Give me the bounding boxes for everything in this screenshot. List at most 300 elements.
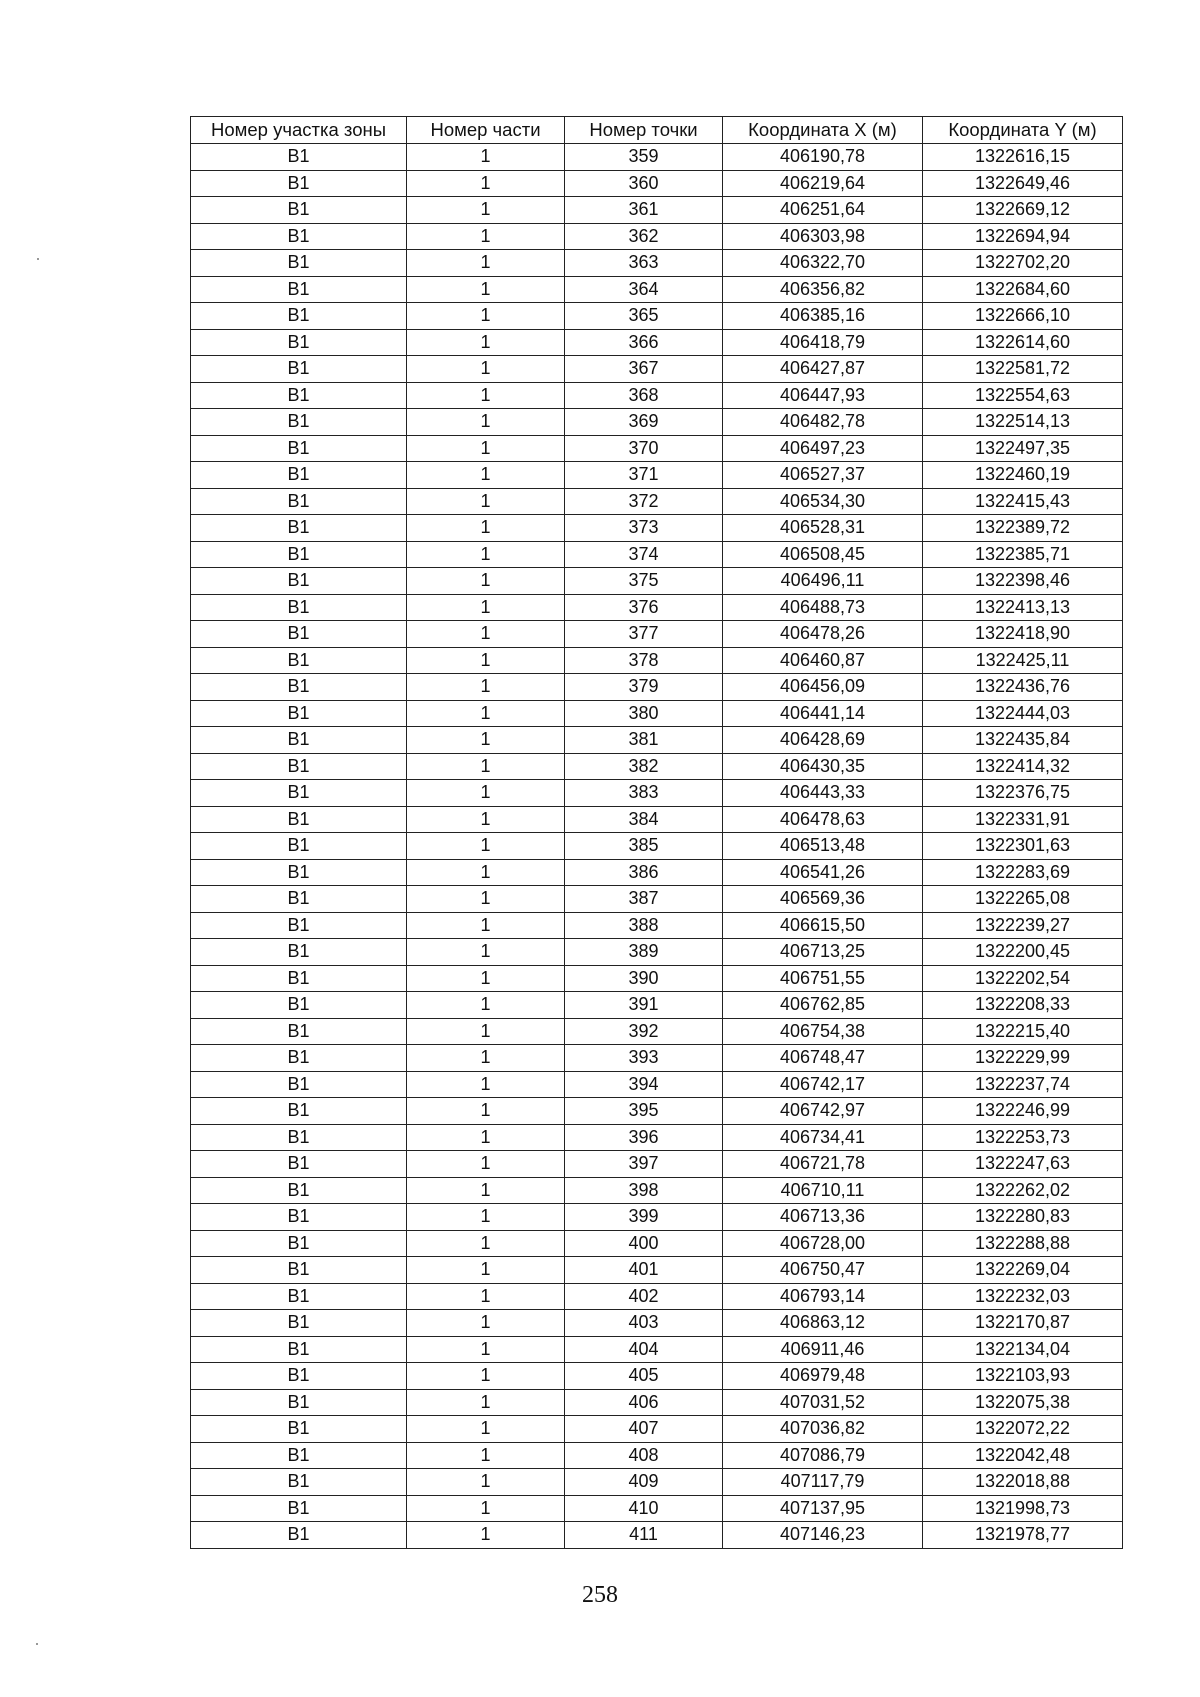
coordinate-x-cell: 406615,50: [723, 912, 923, 939]
table-row: [191, 356, 1123, 383]
coordinate-y-cell: 1322385,71: [923, 541, 1123, 568]
point-number-cell: 369: [565, 409, 723, 436]
coordinate-x-cell: 406728,00: [723, 1230, 923, 1257]
part-number-cell: 1: [407, 886, 565, 913]
point-number-cell: 366: [565, 329, 723, 356]
coordinate-x-cell: 406721,78: [723, 1151, 923, 1178]
table-row: [191, 382, 1123, 409]
zone-section-cell: В1: [191, 1495, 407, 1522]
coordinate-y-cell: 1322414,32: [923, 753, 1123, 780]
coordinate-x-cell: 406443,33: [723, 780, 923, 807]
point-number-cell: 393: [565, 1045, 723, 1072]
table-row: [191, 886, 1123, 913]
coordinate-y-cell: 1322232,03: [923, 1283, 1123, 1310]
coordinate-y-cell: 1322418,90: [923, 621, 1123, 648]
coordinate-x-cell: 406751,55: [723, 965, 923, 992]
coordinate-x-cell: 406322,70: [723, 250, 923, 277]
coordinate-x-cell: 406528,31: [723, 515, 923, 542]
table-row: [191, 1442, 1123, 1469]
coordinate-y-cell: 1322616,15: [923, 144, 1123, 171]
point-number-cell: 378: [565, 647, 723, 674]
point-number-cell: 410: [565, 1495, 723, 1522]
table-header: [191, 117, 1123, 144]
part-number-cell: 1: [407, 594, 565, 621]
table-row: [191, 621, 1123, 648]
point-number-cell: 375: [565, 568, 723, 595]
table-body: [191, 144, 1123, 1549]
zone-section-cell: В1: [191, 833, 407, 860]
zone-section-cell: В1: [191, 1363, 407, 1390]
point-number-cell: 402: [565, 1283, 723, 1310]
coordinate-y-cell: 1322288,88: [923, 1230, 1123, 1257]
table-row: [191, 541, 1123, 568]
zone-section-cell: В1: [191, 886, 407, 913]
coordinate-x-cell: 407086,79: [723, 1442, 923, 1469]
coordinate-x-cell: 406385,16: [723, 303, 923, 330]
part-number-cell: 1: [407, 1363, 565, 1390]
point-number-cell: 361: [565, 197, 723, 224]
zone-section-cell: В1: [191, 1230, 407, 1257]
point-number-cell: 411: [565, 1522, 723, 1549]
coordinate-x-cell: 406482,78: [723, 409, 923, 436]
coordinate-y-cell: 1322435,84: [923, 727, 1123, 754]
zone-section-cell: В1: [191, 568, 407, 595]
table-row: [191, 1045, 1123, 1072]
part-number-cell: 1: [407, 806, 565, 833]
zone-section-cell: В1: [191, 1124, 407, 1151]
part-number-cell: 1: [407, 1151, 565, 1178]
table-row: [191, 1230, 1123, 1257]
part-number-cell: 1: [407, 515, 565, 542]
zone-section-cell: В1: [191, 859, 407, 886]
coordinate-y-cell: 1322239,27: [923, 912, 1123, 939]
coordinate-y-cell: 1321998,73: [923, 1495, 1123, 1522]
point-number-cell: 365: [565, 303, 723, 330]
part-number-cell: 1: [407, 1177, 565, 1204]
table-row: [191, 992, 1123, 1019]
point-number-cell: 405: [565, 1363, 723, 1390]
zone-section-cell: В1: [191, 223, 407, 250]
coordinate-x-cell: 406742,17: [723, 1071, 923, 1098]
zone-section-cell: В1: [191, 170, 407, 197]
table-row: [191, 859, 1123, 886]
zone-section-cell: В1: [191, 1045, 407, 1072]
part-number-cell: 1: [407, 674, 565, 701]
header-row: [191, 117, 1123, 144]
coordinate-x-cell: 406710,11: [723, 1177, 923, 1204]
table-row: [191, 780, 1123, 807]
coordinate-y-cell: 1321978,77: [923, 1522, 1123, 1549]
part-number-cell: 1: [407, 1230, 565, 1257]
zone-section-cell: В1: [191, 197, 407, 224]
coordinate-x-cell: 406219,64: [723, 170, 923, 197]
coordinate-y-cell: 1322042,48: [923, 1442, 1123, 1469]
coordinate-x-cell: 406460,87: [723, 647, 923, 674]
coordinate-y-cell: 1322444,03: [923, 700, 1123, 727]
coordinate-y-cell: 1322514,13: [923, 409, 1123, 436]
table-row: [191, 1177, 1123, 1204]
part-number-cell: 1: [407, 727, 565, 754]
point-number-cell: 386: [565, 859, 723, 886]
coordinate-x-cell: 406456,09: [723, 674, 923, 701]
point-number-cell: 360: [565, 170, 723, 197]
table-row: [191, 1416, 1123, 1443]
table-row: [191, 303, 1123, 330]
coordinate-x-cell: 406190,78: [723, 144, 923, 171]
coordinate-x-cell: 406713,25: [723, 939, 923, 966]
part-number-cell: 1: [407, 435, 565, 462]
coordinate-y-cell: 1322666,10: [923, 303, 1123, 330]
table-row: [191, 276, 1123, 303]
table-row: [191, 1389, 1123, 1416]
point-number-cell: 406: [565, 1389, 723, 1416]
point-number-cell: 379: [565, 674, 723, 701]
part-number-cell: 1: [407, 1124, 565, 1151]
coordinate-y-cell: 1322170,87: [923, 1310, 1123, 1337]
zone-section-cell: В1: [191, 1257, 407, 1284]
zone-section-cell: В1: [191, 1389, 407, 1416]
point-number-cell: 362: [565, 223, 723, 250]
coordinate-x-cell: 406793,14: [723, 1283, 923, 1310]
point-number-cell: 396: [565, 1124, 723, 1151]
point-number-cell: 389: [565, 939, 723, 966]
part-number-cell: 1: [407, 1098, 565, 1125]
point-number-cell: 409: [565, 1469, 723, 1496]
coordinate-y-cell: 1322247,63: [923, 1151, 1123, 1178]
point-number-cell: 404: [565, 1336, 723, 1363]
coordinates-table: [190, 116, 1123, 1549]
zone-section-cell: В1: [191, 250, 407, 277]
table-row: [191, 568, 1123, 595]
coordinate-x-cell: 406742,97: [723, 1098, 923, 1125]
coordinate-x-cell: 406713,36: [723, 1204, 923, 1231]
table-row: [191, 594, 1123, 621]
table-row: [191, 1469, 1123, 1496]
coordinate-y-cell: 1322072,22: [923, 1416, 1123, 1443]
point-number-cell: 376: [565, 594, 723, 621]
coordinate-x-cell: 406497,23: [723, 435, 923, 462]
point-number-cell: 399: [565, 1204, 723, 1231]
part-number-cell: 1: [407, 329, 565, 356]
coordinate-x-cell: 406911,46: [723, 1336, 923, 1363]
zone-section-cell: В1: [191, 1204, 407, 1231]
coordinate-y-cell: 1322376,75: [923, 780, 1123, 807]
point-number-cell: 403: [565, 1310, 723, 1337]
coordinate-x-cell: 406754,38: [723, 1018, 923, 1045]
part-number-cell: 1: [407, 1310, 565, 1337]
coordinate-x-cell: 406447,93: [723, 382, 923, 409]
point-number-cell: 394: [565, 1071, 723, 1098]
table-row: [191, 488, 1123, 515]
table-row: [191, 912, 1123, 939]
coordinate-y-cell: 1322134,04: [923, 1336, 1123, 1363]
zone-section-cell: В1: [191, 276, 407, 303]
zone-section-cell: В1: [191, 1177, 407, 1204]
zone-section-cell: В1: [191, 621, 407, 648]
zone-section-cell: В1: [191, 1018, 407, 1045]
coordinate-y-cell: 1322202,54: [923, 965, 1123, 992]
zone-section-cell: В1: [191, 488, 407, 515]
coordinate-x-cell: 406427,87: [723, 356, 923, 383]
part-number-cell: 1: [407, 568, 565, 595]
part-number-cell: 1: [407, 356, 565, 383]
part-number-cell: 1: [407, 1283, 565, 1310]
point-number-cell: 372: [565, 488, 723, 515]
table-row: [191, 1283, 1123, 1310]
zone-section-cell: В1: [191, 541, 407, 568]
scan-speck: [36, 1643, 38, 1645]
coordinate-x-cell: 407137,95: [723, 1495, 923, 1522]
part-number-cell: 1: [407, 1416, 565, 1443]
coordinate-x-cell: 406478,63: [723, 806, 923, 833]
header-part-number: Номер части: [407, 117, 565, 144]
coordinate-x-cell: 407031,52: [723, 1389, 923, 1416]
coordinate-x-cell: 406430,35: [723, 753, 923, 780]
coordinate-y-cell: 1322684,60: [923, 276, 1123, 303]
point-number-cell: 388: [565, 912, 723, 939]
zone-section-cell: В1: [191, 144, 407, 171]
table-row: [191, 144, 1123, 171]
table-row: [191, 1310, 1123, 1337]
zone-section-cell: В1: [191, 435, 407, 462]
zone-section-cell: В1: [191, 515, 407, 542]
zone-section-cell: В1: [191, 1098, 407, 1125]
coordinate-y-cell: 1322237,74: [923, 1071, 1123, 1098]
header-coordinate-y: Координата Y (м): [923, 117, 1123, 144]
point-number-cell: 359: [565, 144, 723, 171]
zone-section-cell: В1: [191, 700, 407, 727]
part-number-cell: 1: [407, 382, 565, 409]
zone-section-cell: В1: [191, 1151, 407, 1178]
coordinate-x-cell: 406734,41: [723, 1124, 923, 1151]
coordinate-y-cell: 1322415,43: [923, 488, 1123, 515]
coordinate-x-cell: 406762,85: [723, 992, 923, 1019]
coordinate-x-cell: 406750,47: [723, 1257, 923, 1284]
part-number-cell: 1: [407, 647, 565, 674]
coordinate-y-cell: 1322229,99: [923, 1045, 1123, 1072]
zone-section-cell: В1: [191, 462, 407, 489]
table-row: [191, 1257, 1123, 1284]
zone-section-cell: В1: [191, 912, 407, 939]
zone-section-cell: В1: [191, 303, 407, 330]
table-row: [191, 515, 1123, 542]
part-number-cell: 1: [407, 753, 565, 780]
part-number-cell: 1: [407, 1204, 565, 1231]
part-number-cell: 1: [407, 1389, 565, 1416]
coordinate-x-cell: 406569,36: [723, 886, 923, 913]
coordinate-x-cell: 406441,14: [723, 700, 923, 727]
coordinate-y-cell: 1322103,93: [923, 1363, 1123, 1390]
zone-section-cell: В1: [191, 1442, 407, 1469]
zone-section-cell: В1: [191, 992, 407, 1019]
coordinate-x-cell: 406863,12: [723, 1310, 923, 1337]
table-row: [191, 753, 1123, 780]
part-number-cell: 1: [407, 488, 565, 515]
part-number-cell: 1: [407, 1469, 565, 1496]
coordinate-x-cell: 406513,48: [723, 833, 923, 860]
coordinate-x-cell: 406303,98: [723, 223, 923, 250]
coordinate-y-cell: 1322215,40: [923, 1018, 1123, 1045]
part-number-cell: 1: [407, 462, 565, 489]
table-row: [191, 462, 1123, 489]
point-number-cell: 380: [565, 700, 723, 727]
coordinate-y-cell: 1322389,72: [923, 515, 1123, 542]
part-number-cell: 1: [407, 276, 565, 303]
coordinate-x-cell: 407117,79: [723, 1469, 923, 1496]
coordinate-x-cell: 406418,79: [723, 329, 923, 356]
part-number-cell: 1: [407, 912, 565, 939]
coordinate-x-cell: 406488,73: [723, 594, 923, 621]
header-zone-section: Номер участка зоны: [191, 117, 407, 144]
part-number-cell: 1: [407, 144, 565, 171]
part-number-cell: 1: [407, 1257, 565, 1284]
coordinate-x-cell: 406251,64: [723, 197, 923, 224]
point-number-cell: 363: [565, 250, 723, 277]
coordinate-y-cell: 1322702,20: [923, 250, 1123, 277]
table-row: [191, 435, 1123, 462]
coordinate-y-cell: 1322301,63: [923, 833, 1123, 860]
table-row: [191, 1336, 1123, 1363]
coordinate-y-cell: 1322075,38: [923, 1389, 1123, 1416]
zone-section-cell: В1: [191, 674, 407, 701]
table-row: [191, 674, 1123, 701]
coordinate-y-cell: 1322581,72: [923, 356, 1123, 383]
point-number-cell: 367: [565, 356, 723, 383]
part-number-cell: 1: [407, 409, 565, 436]
table-row: [191, 1098, 1123, 1125]
zone-section-cell: В1: [191, 329, 407, 356]
point-number-cell: 374: [565, 541, 723, 568]
coordinate-x-cell: 406508,45: [723, 541, 923, 568]
coordinate-x-cell: 406496,11: [723, 568, 923, 595]
zone-section-cell: В1: [191, 647, 407, 674]
coordinate-x-cell: 406748,47: [723, 1045, 923, 1072]
part-number-cell: 1: [407, 170, 565, 197]
coordinate-y-cell: 1322497,35: [923, 435, 1123, 462]
coordinate-x-cell: 406356,82: [723, 276, 923, 303]
table-row: [191, 1495, 1123, 1522]
part-number-cell: 1: [407, 1045, 565, 1072]
zone-section-cell: В1: [191, 594, 407, 621]
table-row: [191, 250, 1123, 277]
coordinate-y-cell: 1322331,91: [923, 806, 1123, 833]
point-number-cell: 382: [565, 753, 723, 780]
coordinate-y-cell: 1322694,94: [923, 223, 1123, 250]
zone-section-cell: В1: [191, 1522, 407, 1549]
table-row: [191, 197, 1123, 224]
point-number-cell: 400: [565, 1230, 723, 1257]
zone-section-cell: В1: [191, 727, 407, 754]
point-number-cell: 383: [565, 780, 723, 807]
point-number-cell: 373: [565, 515, 723, 542]
zone-section-cell: В1: [191, 1469, 407, 1496]
point-number-cell: 407: [565, 1416, 723, 1443]
point-number-cell: 371: [565, 462, 723, 489]
part-number-cell: 1: [407, 859, 565, 886]
table-row: [191, 727, 1123, 754]
part-number-cell: 1: [407, 939, 565, 966]
coordinate-y-cell: 1322398,46: [923, 568, 1123, 595]
coordinate-y-cell: 1322208,33: [923, 992, 1123, 1019]
coordinate-y-cell: 1322265,08: [923, 886, 1123, 913]
coordinate-x-cell: 406534,30: [723, 488, 923, 515]
coordinate-y-cell: 1322669,12: [923, 197, 1123, 224]
table-row: [191, 700, 1123, 727]
zone-section-cell: В1: [191, 939, 407, 966]
coordinate-y-cell: 1322262,02: [923, 1177, 1123, 1204]
coordinate-x-cell: 406979,48: [723, 1363, 923, 1390]
table-row: [191, 1151, 1123, 1178]
part-number-cell: 1: [407, 700, 565, 727]
zone-section-cell: В1: [191, 780, 407, 807]
point-number-cell: 395: [565, 1098, 723, 1125]
point-number-cell: 385: [565, 833, 723, 860]
part-number-cell: 1: [407, 541, 565, 568]
part-number-cell: 1: [407, 250, 565, 277]
page-number: 258: [582, 1582, 618, 1608]
table-row: [191, 1071, 1123, 1098]
point-number-cell: 387: [565, 886, 723, 913]
coordinate-y-cell: 1322269,04: [923, 1257, 1123, 1284]
coordinate-y-cell: 1322614,60: [923, 329, 1123, 356]
point-number-cell: 390: [565, 965, 723, 992]
header-point-number: Номер точки: [565, 117, 723, 144]
zone-section-cell: В1: [191, 382, 407, 409]
point-number-cell: 364: [565, 276, 723, 303]
point-number-cell: 397: [565, 1151, 723, 1178]
zone-section-cell: В1: [191, 1071, 407, 1098]
coordinate-x-cell: 406428,69: [723, 727, 923, 754]
zone-section-cell: В1: [191, 965, 407, 992]
point-number-cell: 381: [565, 727, 723, 754]
coordinate-y-cell: 1322280,83: [923, 1204, 1123, 1231]
zone-section-cell: В1: [191, 1336, 407, 1363]
part-number-cell: 1: [407, 965, 565, 992]
zone-section-cell: В1: [191, 806, 407, 833]
point-number-cell: 392: [565, 1018, 723, 1045]
point-number-cell: 384: [565, 806, 723, 833]
coordinate-x-cell: 407146,23: [723, 1522, 923, 1549]
part-number-cell: 1: [407, 1071, 565, 1098]
table-row: [191, 647, 1123, 674]
zone-section-cell: В1: [191, 409, 407, 436]
table-row: [191, 1204, 1123, 1231]
coordinate-y-cell: 1322283,69: [923, 859, 1123, 886]
coordinate-x-cell: 406478,26: [723, 621, 923, 648]
coordinate-y-cell: 1322246,99: [923, 1098, 1123, 1125]
coordinate-x-cell: 406527,37: [723, 462, 923, 489]
header-coordinate-x: Координата X (м): [723, 117, 923, 144]
coordinate-y-cell: 1322425,11: [923, 647, 1123, 674]
part-number-cell: 1: [407, 1495, 565, 1522]
coordinate-y-cell: 1322413,13: [923, 594, 1123, 621]
coordinate-x-cell: 406541,26: [723, 859, 923, 886]
scan-speck: [37, 258, 39, 260]
part-number-cell: 1: [407, 223, 565, 250]
table-row: [191, 170, 1123, 197]
part-number-cell: 1: [407, 1018, 565, 1045]
table-row: [191, 409, 1123, 436]
part-number-cell: 1: [407, 1336, 565, 1363]
point-number-cell: 377: [565, 621, 723, 648]
coordinate-y-cell: 1322649,46: [923, 170, 1123, 197]
zone-section-cell: В1: [191, 356, 407, 383]
point-number-cell: 368: [565, 382, 723, 409]
zone-section-cell: В1: [191, 1416, 407, 1443]
coordinate-y-cell: 1322554,63: [923, 382, 1123, 409]
part-number-cell: 1: [407, 833, 565, 860]
part-number-cell: 1: [407, 1522, 565, 1549]
